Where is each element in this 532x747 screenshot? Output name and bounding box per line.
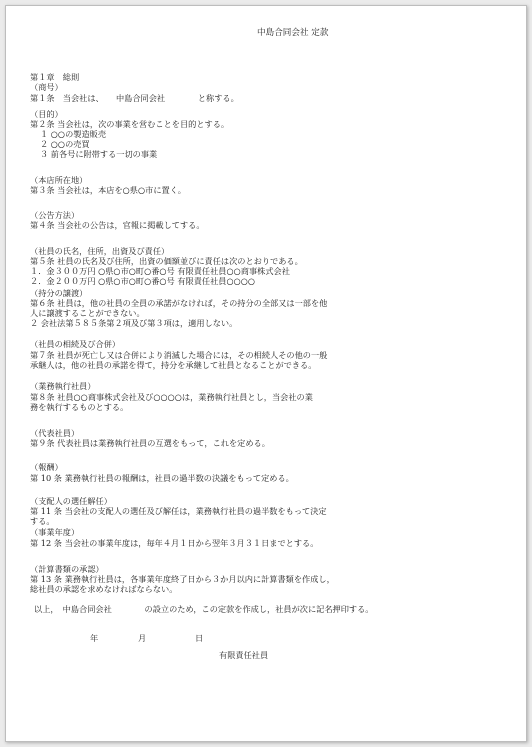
section-heading: （本店所在地） — [30, 175, 88, 185]
date-month-label: 月 — [138, 633, 147, 643]
article-text: 第 11 条 当会社の支配人の選任及び解任は，業務執行社員の過半数をもって決定 — [30, 506, 327, 516]
article-text: 第 13 条 業務執行社員は，各事業年度終了日から３か月以内に計算書類を作成し， — [30, 574, 335, 584]
section-heading: （業務執行社員） — [30, 381, 96, 391]
article-text: ２ 会社法第５８５条第２項及び第３項は，適用しない。 — [30, 318, 238, 328]
list-item: ２ ○○の売買 — [40, 139, 90, 149]
date-year-label: 年 — [90, 633, 99, 643]
section-heading: （代表社員） — [30, 428, 80, 438]
article-text: 人に譲渡することができない。 — [30, 308, 145, 318]
document-title: 中島合同会社 定款 — [257, 28, 329, 38]
article-text: 総社員の承認を求めなければならない。 — [30, 584, 178, 594]
article-text: 第５条 社員の氏名及び住所，出資の価額並びに責任は次のとおりである。 — [30, 256, 303, 266]
article-text: 第８条 社員○○商事株式会社及び○○○○は，業務執行社員とし，当会社の業 — [30, 392, 313, 402]
list-item: １ ○○の製造販売 — [40, 129, 107, 139]
article-text: する。 — [30, 516, 55, 526]
section-heading: （支配人の選任解任） — [30, 496, 112, 506]
member-entry: ２．金２００万円 ○県○市○町○番○号 有限責任社員○○○○ — [30, 276, 256, 286]
article-text: 第 12 条 当会社の事業年度は，毎年４月１日から翌年３月３１日までとする。 — [30, 538, 319, 548]
article-text: 第２条 当会社は，次の事業を営むことを目的とする。 — [30, 119, 230, 129]
section-heading: （目的） — [30, 109, 63, 119]
section-heading: （社員の相続及び合併） — [30, 339, 121, 349]
signatory-label: 有限責任社員 — [219, 650, 269, 660]
list-item: ３ 前各号に附帯する一切の事業 — [40, 149, 158, 159]
document-page — [5, 5, 527, 742]
chapter-heading: 第１章 総則 — [30, 72, 80, 82]
section-heading: （報酬） — [30, 462, 63, 472]
article-text: 第４条 当会社の公告は，官報に掲載してする。 — [30, 220, 205, 230]
member-entry: １．金３００万円 ○県○市○町○番○号 有限責任社員○○商事株式会社 — [30, 266, 290, 276]
section-heading: （公告方法） — [30, 210, 80, 220]
article-text: 第 10 条 業務執行社員の報酬は，社員の過半数の決議をもって定める。 — [30, 473, 294, 483]
section-heading: （事業年度） — [30, 527, 80, 537]
article-text: 務を執行するものとする。 — [30, 402, 129, 412]
closing-statement: 以上， 中島合同会社 の設立のため，この定款を作成し，社員が次に記名押印する。 — [34, 604, 374, 614]
article-text: 第３条 当会社は，本店を○県○市に置く。 — [30, 185, 186, 195]
article-text: 第９条 代表社員は業務執行社員の互選をもって，これを定める。 — [30, 438, 270, 448]
date-day-label: 日 — [195, 633, 204, 643]
article-text: 第１条 当会社は、 中島合同会社 と称する。 — [30, 93, 239, 103]
article-text: 承継人は，他の社員の承諾を得て，持分を承継して社員となることができる。 — [30, 360, 317, 370]
article-text: 第６条 社員は，他の社員の全員の承諾がなければ，その持分の全部又は一部を他 — [30, 298, 328, 308]
section-heading: （持分の譲渡） — [30, 288, 88, 298]
section-heading: （商号） — [30, 82, 63, 92]
section-heading: （社員の氏名，住所，出資及び責任） — [30, 246, 170, 256]
section-heading: （計算書類の承認） — [30, 564, 104, 574]
article-text: 第７条 社員が死亡し又は合併により消滅した場合には，その相続人その他の一般 — [30, 350, 328, 360]
